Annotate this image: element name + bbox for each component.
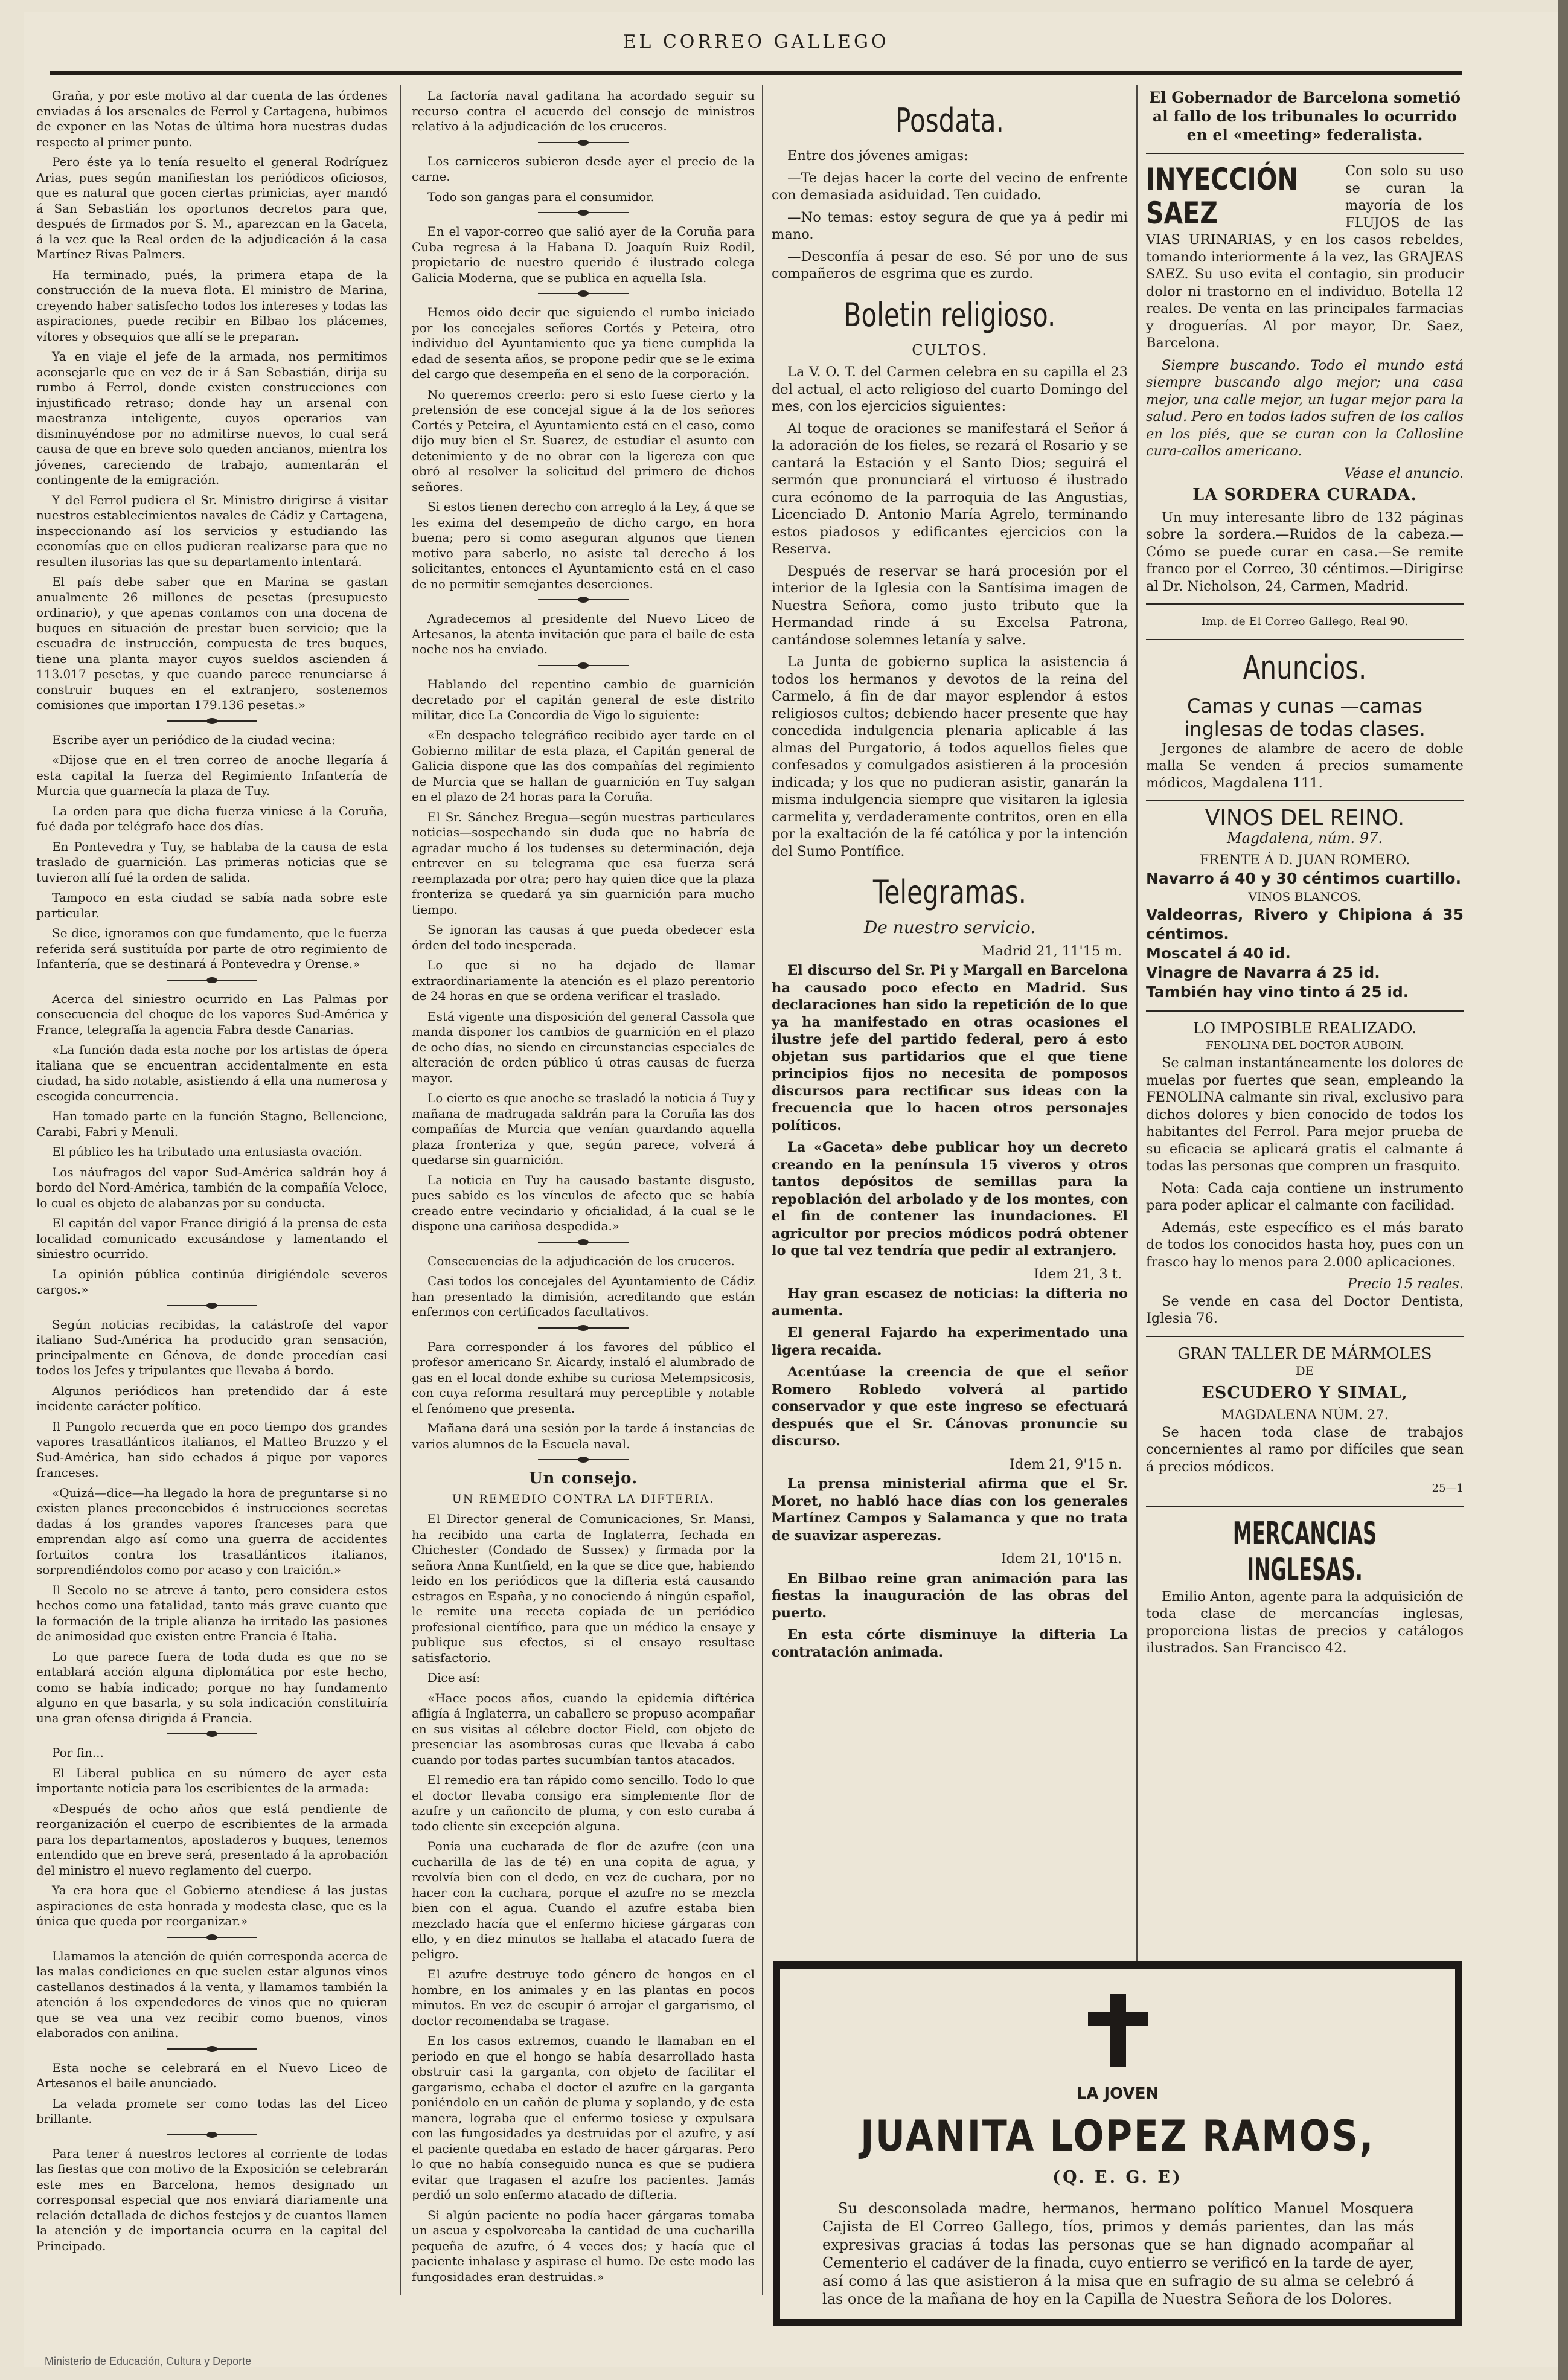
paragraph: En los casos extremos, cuando le llamaban en el periodo en que el hongo se había desarrollado hasta obstruir casi la garganta, con objeto de facilitar el gargarismo, echaba el doctor el azufre en la garganta poniéndolo en un cañón de pluma y soplando, y de esta manera, lograba que el enfermo tosiese y expulsara con las fungosidades ya destruidas por el azufre, y así el paciente quedaba en estado de hacer gárgaras. Pero lo que no había conseguido nunca es que se pudiera evitar que tragasen el azufre los pacientes. Jamás perdió un solo enfermo atacado de difteria. — [412, 2033, 755, 2202]
paragraph: Si algún paciente no podía hacer gárgaras tomaba un ascua y espolvoreaba la cantidad de una cucharilla pequeña de azufre, ó 4 veces dos; y hacía que el paciente inhalase y aspirase el humo. De este modo las fungosidades eran destruidas.» — [412, 2207, 755, 2284]
rule — [1146, 153, 1464, 154]
vino-line: Moscatel á 40 id. — [1146, 945, 1291, 962]
paragraph: La V. O. T. del Carmen celebra en su capilla el 23 del actual, el acto religioso del cuarto Domingo del mes, con los ejercicios siguientes: — [772, 364, 1128, 414]
rule — [1146, 603, 1464, 605]
vinos-frente: FRENTE Á D. JUAN ROMERO. — [1199, 852, 1410, 868]
paragraph: Hablando del repentino cambio de guarnición decretado por el capitán general de este distrito militar, dice La Concordia de Vigo lo siguiente: — [412, 676, 755, 722]
paragraph: Il Pungolo recuerda que en poco tiempo dos grandes vapores trasatlánticos italianos, el Matteo Bruzzo y el Sud-América, han sido echados á pique por vapores franceses. — [36, 1419, 388, 1480]
paragraph: El público les ha tributado una entusiasta ovación. — [52, 1144, 363, 1159]
imposible-venta: Se vende en casa del Doctor Dentista, Iglesia 76. — [1146, 1293, 1464, 1326]
paragraph: Al toque de oraciones se manifestará el Señor á la adoración de los fieles, se rezará el Rosario y se cantará la Estación y el Santo Dios; seguirá el sermón que pronunciará el virtuoso é ilustrado cura ecónomo de la parroquia de las Angustias, Licenciado D. Antonio María Agrelo, terminando estos piadosos y edificantes ejercicios con la Reserva. — [772, 420, 1128, 557]
obituary-name: JUANITA LOPEZ RAMOS, — [860, 2111, 1375, 2161]
paragraph: Según noticias recibidas, la catástrofe del vapor italiano Sud-América ha producido gran sensación, principalmente en Génova, de donde procedían casi todos los Jefes y tripulantes que llevaba á bordo. — [36, 1317, 388, 1378]
paragraph: Ponía una cucharada de flor de azufre (con una cucharilla de las de té) en una copita de agua, y revolvía bien con el dedo, en vez de cuchara, por no hacer con la cuchara, porque el azufre no se mezcla bien con el agua. Cuando el azufre estaba bien mezclado hacía que el enfermo hiciese gárgaras con ello, y en diez minutos se hallaba el atacado fuera de peligro. — [412, 1839, 755, 1961]
telegram-text: En Bilbao reine gran animación para las fiestas la inauguración de las obras del puerto. — [772, 1570, 1128, 1621]
boletin-subtitle: CULTOS. — [912, 341, 988, 359]
camas-text: Jergones de alambre de acero de doble malla Se venden á precios sumamente módicos, Magdalena 111. — [1146, 740, 1464, 791]
boletin-body — [772, 364, 1128, 860]
paragraph: En el vapor-correo que salió ayer de la Coruña para Cuba regresa á la Habana D. Joaquín Ruiz Rodil, propietario de nuestro querido é ilustrado colega Galicia Moderna, que se publica en aquella Isla. — [412, 224, 755, 285]
telegram-text: El general Fajardo ha experimentado una ligera recaida. — [772, 1325, 1128, 1358]
paragraph: En Pontevedra y Tuy, se hablaba de la causa de esta traslado de guarnición. Las primeras noticias que se tuvieron allí fué la orden de salida. — [36, 839, 388, 885]
paragraph: Para tener á nuestros lectores al corriente de todas las fiestas que con motivo de la Exposición se celebrarán este mes en Barcelona, hemos designado un corresponsal especial que nos enviará diariamente una relación detallada de dichos festejos y de cuantos llamen la atención y de importancia ocurra en la capital del Principado. — [36, 2146, 388, 2253]
paragraph: «Quizá—dice—ha llegado la hora de preguntarse si no existen planes preconcebidos é instrucciones secretas dadas á los grandes vapores franceses para que emprendan algo así como una guerra de accidentes fortuitos contra los trasatlánticos italianos, sorprendiéndolos como por acaso y con traición.» — [36, 1485, 388, 1577]
archive-credit: Ministerio de Educación, Cultura y Deporte — [45, 2355, 252, 2367]
rule — [1146, 639, 1464, 640]
mercancias-text: Emilio Anton, agente para la adquisición de toda clase de mercancías inglesas, proporciona listas de precios y catálogos ilustrados. San Francisco 42. — [1146, 1588, 1464, 1656]
cross-icon-bar — [1088, 2012, 1148, 2026]
rule — [1146, 800, 1464, 801]
paragraph: Ya era hora que el Gobierno atendiese á las justas aspiraciones de esta honrada y modesta clase, que es la única que queda por reorganizar.» — [36, 1883, 388, 1928]
column-3 — [772, 88, 1128, 1666]
marmoles-name: ESCUDERO Y SIMAL, — [1202, 1383, 1408, 1402]
consejo-body — [412, 1512, 755, 2285]
separator — [538, 142, 629, 147]
paragraph: Agradecemos al presidente del Nuevo Liceo de Artesanos, la atenta invitación que para el baile de esta noche nos ha enviado. — [412, 611, 755, 656]
paragraph: Lo cierto es que anoche se trasladó la noticia á Tuy y mañana de madrugada saldrán para la Coruña las dos compañías de Murcia que venían guardando aquella plaza fronteriza y que, según parece, volverá á quedarse sin guarnición. — [412, 1091, 755, 1167]
paragraph: Hemos oido decir que siguiendo el rumbo iniciado por los concejales señores Cortés y Peteira, otro individuo del Ayuntamiento que ya tiene cumplida la edad de sesenta años, se propone pedir que se le exima del cargo que desempeña en el seno de la corporación. — [412, 305, 755, 381]
vino-line: También hay vino tinto á 25 id. — [1146, 983, 1409, 1001]
column-2-news — [412, 88, 755, 1452]
paragraph: —Te dejas hacer la corte del vecino de enfrente con demasiada asiduidad. Ten cuidado. — [772, 170, 1128, 203]
precio: Precio 15 reales. — [1347, 1276, 1464, 1292]
separator — [538, 1459, 629, 1464]
paragraph: Se ignoran las causas á que pueda obedecer esta órden del todo inesperada. — [412, 922, 755, 952]
vinos-title: VINOS DEL REINO. — [1205, 806, 1405, 830]
paragraph: «Hace pocos años, cuando la epidemia diftérica afligía á Inglaterra, un caballero se propuso acompañar en sus visitas al célebre doctor Field, con objeto de presenciar las asombrosas curas que llevaba á cabo cuando por todas partes sucumbían tantos atacados. — [412, 1690, 755, 1767]
posdata-heading: Posdata. — [895, 101, 1004, 140]
telegramas-heading: Telegramas. — [872, 873, 1027, 911]
marmoles-title: GRAN TALLER DE MÁRMOLES — [1177, 1344, 1432, 1363]
column-4 — [1146, 88, 1464, 1662]
see-ad-note: Véase el anuncio. — [1344, 465, 1464, 481]
telegram-dateline: Idem 21, 10'15 n. — [1000, 1551, 1122, 1567]
paragraph: Consecuencias de la adjudicación de los cruceros. — [427, 1253, 735, 1268]
boletin-heading: Boletin religioso. — [843, 295, 1056, 334]
consejo-title: Un consejo. — [528, 1469, 638, 1487]
posdata-body — [772, 147, 1128, 283]
paragraph: Para corresponder á los favores del público el profesor americano Sr. Aicardy, instaló el alumbrado de gas en el local donde exhibe su curiosa Metempsicosis, con cuya reforma resultará muy perceptible y notable el fenómeno que presenta. — [412, 1339, 755, 1416]
paragraph: La orden para que dicha fuerza viniese á la Coruña, fué dada por telégrafo hace dos días. — [36, 803, 388, 833]
separator — [167, 2134, 257, 2139]
paragraph: Llamamos la atención de quién corresponda acerca de las malas condiciones en que suelen estar algunos vinos castellanos destinados á la venta, y llamamos también la atención á los expendedores de vinos que no quieran que se vea una vez recibir como buenos, vinos elaborados con anilina. — [36, 1948, 388, 2040]
paragraph: Se dice, ignoramos con que fundamento, que le fuerza referida será sustituída por parte de otro regimiento de Infantería, que se destinará á Pontevedra y Orense.» — [36, 926, 388, 971]
paragraph: El azufre destruye todo género de hongos en el hombre, en los animales y en las plantas en pocos minutos. En vez de escupir ó arrojar el gargarismo, el doctor recomendaba se tragase. — [412, 1967, 755, 2028]
inyeccion-saez-title: INYECCIÓN SAEZ — [1146, 162, 1298, 231]
column-2 — [412, 88, 755, 2289]
gobernador-headline: El Gobernador de Barcelona sometió al fallo de los tribunales lo ocurrido en el «meeting» federalista. — [1148, 89, 1461, 144]
marmoles-address: MAGDALENA NÚM. 27. — [1221, 1407, 1389, 1423]
separator — [538, 293, 629, 298]
vinos-blancos: VINOS BLANCOS. — [1248, 889, 1362, 904]
column-rule — [400, 85, 401, 2295]
imposible-text-2: Además, este específico es el más barato de todos los conocidos hasta hoy, pues con un frasco hay lo menos para 2.000 aplicaciones. — [1146, 1219, 1464, 1270]
paragraph: Después de reservar se hará procesión por el interior de la Iglesia con la Santísima imagen de Nuestra Señora, como justo tributo que la Hermandad rinde á su Excelsa Patrona, cantándose solemnes letanía y salve. — [772, 563, 1128, 648]
paragraph: Algunos periódicos han pretendido dar á este incidente carácter político. — [36, 1383, 388, 1413]
paragraph: Por fin... — [52, 1745, 104, 1760]
paragraph: Los carniceros subieron desde ayer el precio de la carne. — [412, 153, 755, 184]
paragraph: «Dijose que en el tren correo de anoche llegaría á esta capital la fuerza del Regimiento Infantería de Murcia que guarnecía la plaza de Tuy. — [36, 752, 388, 798]
separator — [167, 2048, 257, 2053]
paragraph: La noticia en Tuy ha causado bastante disgusto, pues sabido es los vínculos de afecto que se había creado entre vecindario y oficialidad, á la cual se le dispone una cariñosa despedida.» — [412, 1172, 755, 1233]
paragraph: Los náufragos del vapor Sud-América saldrán hoy á bordo del Nord-América, también de la compañía Veloce, lo cual es objeto de alabanzas por su conducta. — [36, 1164, 388, 1210]
marmoles-text: Se hacen toda clase de trabajos concernientes al ramo por difíciles que sean á precios módicos. — [1146, 1424, 1464, 1475]
telegram-text: La «Gaceta» debe publicar hoy un decreto creando en la península 15 viveros y otros tantos depósitos de semillas para la repoblación del arbolado y de los montes, con el fin de contener las inundaciones. El agricultor por precios módicos podrá obtener lo que tal vez tendría que pedir al extranjero. — [772, 1140, 1128, 1259]
paragraph: Graña, y por este motivo al dar cuenta de las órdenes enviadas á los arsenales de Ferrol y Cartagena, hubimos de exponer en las Notas de última hora nuestras dudas respecto al primer punto. — [36, 88, 388, 149]
paragraph: La velada promete ser como todas las del Liceo brillante. — [36, 2096, 388, 2126]
paragraph: El país debe saber que en Marina se gastan anualmente 26 millones de pesetas (presupuesto ordinario), y que apenas contamos con una docena de buques en situación de prestar buen servicio; que la escuadra de instrucción, compuesta de tres buques, tiene una planta mayor cuyos sueldos ascienden á 113.017 pesetas, y que cuando parece renunciarse á construir buques en el extranjero, sostenemos comisiones que importan 179.136 pesetas.» — [36, 574, 388, 712]
vinos-address: Magdalena, núm. 97. — [1227, 829, 1383, 847]
paragraph: El remedio era tan rápido como sencillo. Todo lo que el doctor llevaba consigo era simplemente flor de azufre y un cañoncito de pluma, y con esto curaba á todo cliente sin excepción alguna. — [412, 1772, 755, 1833]
anuncios-heading: Anuncios. — [1243, 648, 1367, 687]
mercancias-title: MERCANCIAS INGLESAS. — [1232, 1515, 1377, 1588]
paragraph: «En despacho telegráfico recibido ayer tarde en el Gobierno militar de esta plaza, el Capitán general de Galicia dispone que las dos compañías del regimiento de Murcia que se hallan de guarnición en Tuy salgan en el plazo de 24 horas para la Coruña. — [412, 728, 755, 804]
paragraph: Han tomado parte en la función Stagno, Bellencione, Carabi, Fabri y Menuli. — [36, 1109, 388, 1139]
paragraph: Ya en viaje el jefe de la armada, nos permitimos aconsejarle que en vez de ir á San Sebastián, dirija su rumbo á Ferrol, donde existen construcciones con injustificado retraso; donde hay un arsenal con maestranza inteligente, cuyos operarios van disminuyéndose por no admitirse nuevos, lo cual será causa de que en breve solo queden ancianos, mientra los jóvenes, careciendo de trabajo, aumentarán el contingente de la emigración. — [36, 349, 388, 487]
column-rule — [762, 85, 763, 2295]
paragraph: Casi todos los concejales del Ayuntamiento de Cádiz han presentado la dimisión, acreditando que están enfermos con certificados facultativos. — [412, 1274, 755, 1319]
telegram-dateline: Idem 21, 9'15 n. — [1010, 1456, 1122, 1472]
masthead-rule — [50, 71, 1462, 75]
paragraph: Lo que si no ha dejado de llamar extraordinariamente la atención es el plazo perentorio de 24 horas en que se ordena verificar el traslado. — [412, 958, 755, 1003]
separator — [167, 1733, 257, 1738]
paragraph: Lo que parece fuera de toda duda es que no se entablará acción alguna diplomática por este hecho, como se había indicado; porque no hay fundamento alguno en que basarla, y su sola indicación constituiría una gran ofensa dirigida á Francia. — [36, 1649, 388, 1725]
obituary-notice — [773, 1961, 1462, 2326]
paragraph: «La función dada esta noche por los artistas de ópera italiana que se encuentran accidentalmente en esta ciudad, ha sido notable, asistiendo á ella una numerosa y escogida concurrencia. — [36, 1042, 388, 1103]
marmoles-de: DE — [1295, 1364, 1314, 1378]
paragraph: Dice así: — [427, 1670, 481, 1685]
paragraph: Escribe ayer un periódico de la ciudad vecina: — [52, 732, 336, 747]
telegram-dateline: Madrid 21, 11'15 m. — [981, 943, 1122, 959]
separator — [538, 212, 629, 217]
paragraph: La Junta de gobierno suplica la asistencia á todos los hermanos y devotos de la reina del Carmelo, á fin de dar mayor esplendor á estos religiosos cultos; debiendo hacer presente que hay concedida indulgencia plenaria aplicable á las almas del Purgatorio, á todos aquellos fieles que confesados y comulgados asistieren á la procesión indicada; y los que no pudieran asistir, ganarán la misma indulgencia siempre que visitaren la iglesia carmelita y, verdaderamente contritos, oren en ella por la exaltación de la fé católica y por la intención del Sumo Pontífice. — [772, 654, 1128, 859]
paragraph: Entre dos jóvenes amigas: — [787, 148, 968, 164]
imposible-text: Se calman instantáneamente los dolores de muelas por fuertes que sean, empleando la FENOLINA calmante sin rival, exclusivo para dichos dolores y bien conocido de todos los habitantes del Ferrol. Para mejor prueba de su eficacia se aplicará gratis el calmante á todas las personas que compren un frasquito. — [1146, 1055, 1464, 1174]
paragraph: —No temas: estoy segura de que ya á pedir mi mano. — [772, 209, 1128, 242]
paragraph: —Desconfía á pesar de eso. Sé por uno de sus compañeros de esgrima que es zurdo. — [772, 248, 1128, 281]
rule — [1146, 1010, 1464, 1012]
imposible-title: LO IMPOSIBLE REALIZADO. — [1192, 1019, 1417, 1037]
column-1 — [36, 88, 388, 2259]
sordera-text: Un muy interesante libro de 132 páginas sobre la sordera.—Ruidos de la cabeza.—Cómo se puede curar en casa.—Se remite franco por el Correo, 30 céntimos.—Dirigirse al Dr. Nicholson, 24, Carmen, Madrid. — [1146, 509, 1464, 594]
separator — [167, 720, 257, 725]
telegramas-subtitle: De nuestro servicio. — [863, 917, 1036, 937]
telegram-dateline: Idem 21, 3 t. — [1034, 1266, 1122, 1282]
paragraph: «Después de ocho años que está pendiente de reorganización el cuerpo de escribientes de la armada para los departamentos, apostaderos y buques, tenemos entendido que en breve será, presentado á la aprobación del ministro el nuevo reglamento del cuerpo. — [36, 1801, 388, 1878]
telegram-text: El discurso del Sr. Pi y Margall en Barcelona ha causado poco efecto en Madrid. Sus declaraciones han sido la repetición de lo que ya ha manifestado en otras ocasiones el ilustre jefe del partido federal, pero á esto objetan sus partidarios que el que tiene principios fijos no necesita de pomposos discursos para rectificar sus ideas con la frecuencia que lo hacen otros personajes políticos. — [772, 963, 1128, 1134]
paragraph: Si estos tienen derecho con arreglo á la Ley, á que se les exima del desempeño de dicho cargo, en hora buena; pero si como aseguran algunos que tienen motivo para saberlo, no asiste tal derecho á los solicitantes, entonces el Ayuntamiento está en el caso de no permitir semejantes deserciones. — [412, 499, 755, 591]
fenolina-title: FENOLINA DEL DOCTOR AUBOIN. — [1206, 1039, 1404, 1052]
camas-title: Camas y cunas —camas inglesas de todas clases. — [1184, 694, 1426, 740]
paragraph: El Liberal publica en su número de ayer esta importante noticia para los escribientes de la armada: — [36, 1765, 388, 1795]
separator — [538, 1242, 629, 1246]
rule — [1146, 1506, 1464, 1507]
telegram-text: La prensa ministerial afirma que el Sr. Moret, no habló hace días con los generales Martínez Campos y Salamanca y que no trata de suavizar asperezas. — [772, 1476, 1128, 1544]
paragraph: Ha terminado, pués, la primera etapa de la construcción de la nueva flota. El ministro de Marina, creyendo haber satisfecho todos los intereses y todas las aspiraciones, puede recibir en Bilbao los plácemes, vítores y obsequios que allí se le preparan. — [36, 267, 388, 344]
obituary-rip: (Q. E. G. E) — [1052, 2168, 1183, 2187]
paragraph: Pero éste ya lo tenía resuelto el general Rodríguez Arias, pues según manifiestan los periódicos oficiosos, que es natural que gocen ciertas primicias, ayer mandó á San Sebastián los oportunos decretos para que, después de firmados por S. M., aparezcan en la Gaceta, á la vez que la Real orden de la adjudicación á la casa Martínez Rivas Palmers. — [36, 155, 388, 261]
obituary-label: LA JOVEN — [1076, 2085, 1159, 2103]
sordera-title: LA SORDERA CURADA. — [1192, 486, 1417, 504]
vinos-navarro: Navarro á 40 y 30 céntimos cuartillo. — [1146, 869, 1462, 887]
telegrams-body — [772, 943, 1128, 1661]
rule — [1146, 1336, 1464, 1337]
separator — [167, 980, 257, 984]
printer-imprint: Imp. de El Correo Gallego, Real 90. — [1201, 615, 1409, 628]
paragraph: Está vigente una disposición del general Cassola que manda disponer los cambios de guarnición en el plazo de ocho días, no siendo en circunstancias especiales de alteración de orden público ú otras causas de fuerza mayor. — [412, 1009, 755, 1085]
paragraph: Y del Ferrol pudiera el Sr. Ministro dirigirse á visitar nuestros establecimientos navales de Cádiz y Cartagena, inspeccionando así los servicios y estudiando las economías que en ellos pudieran realizarse para que no resulten ilusorias las que su departamento intentará. — [36, 492, 388, 569]
paragraph: La factoría naval gaditana ha acordado seguir su recurso contra el acuerdo del consejo de ministros relativo á la adjudicación de los cruceros. — [412, 88, 755, 133]
paragraph: Esta noche se celebrará en el Nuevo Liceo de Artesanos el baile anunciado. — [36, 2060, 388, 2090]
obituary-text: Su desconsolada madre, hermanos, hermano político Manuel Mosquera Cajista de El Correo Gallego, tíos, primos y demás parientes, dan las más expresivas gracias á todas las personas que se han dignado acompañar al Cementerio el cadáver de la finada, cuyo entierro se verificó en la tarde de ayer, así como á las que asistieron á la misa que en sufragio de su alma se celebró á las once de la mañana de hoy en la Capilla de Nuestra Señora de los Dolores. — [822, 2200, 1414, 2308]
paragraph: La opinión pública continúa dirigiéndole severos cargos.» — [36, 1266, 388, 1297]
paragraph: El Sr. Sánchez Bregua—según nuestras particulares noticias—sospechando sin duda que no habría de agradar mucho á los tudenses su determinación, deja entrever en su telegrama que esa fuerza será reemplazada por otra; pero hay quien dice que la plaza fronteriza se quedará ya sin guarnición para mucho tiempo. — [412, 809, 755, 917]
separator — [167, 1937, 257, 1942]
callosline-text: Siempre buscando. Todo el mundo está siempre buscando algo mejor; una casa mejor, una calle mejor, un lugar mejor para la salud. Pero en todos lados sufren de los callos en los piés, que se curan con la Callosline cura-callos americano. — [1146, 357, 1464, 459]
vinos-list — [1146, 905, 1464, 1002]
inyeccion-saez-text: Con solo su uso se curan la mayoría de los FLUJOS de las VIAS URINARIAS, y en los casos rebeldes, tomando interiormente á la vez, las GRAJEAS SAEZ. Su uso evita el contagio, sin producir dolor ni trastorno en el individuo. Botella 12 reales. De venta en las principales farmacias y droguerías. Al por mayor, Dr. Saez, Barcelona. — [1146, 163, 1464, 351]
telegram-text: Acentúase la creencia de que el señor Romero Robledo volverá al partido conservador y que este ingreso se efectuará después que el Sr. Cánovas pronuncie su discurso. — [772, 1364, 1128, 1449]
cross-icon — [1110, 1994, 1126, 2067]
vino-line: Valdeorras, Rivero y Chipiona á 35 céntimos. — [1146, 906, 1464, 943]
paragraph: El Director general de Comunicaciones, Sr. Mansi, ha recibido una carta de Inglaterra, fechada en Chichester (Condado de Sussex) y firmada por la señora Anna Kuntfield, en la que se dice que, habiendo leido en los periódicos que la difteria está causando estragos en España, y no conociendo á ningún español, le remite una receta copiada de un periódico profesional científico, para que un médico la ensaye y publique sus efectos, si el ensayo resultase satisfactorio. — [412, 1512, 755, 1665]
paragraph: Il Secolo no se atreve á tanto, pero considera estos hechos como una fatalidad, tanto más grave cuanto que la formación de la triple alianza ha irritado las pasiones de animosidad que existen entre Francia é Italia. — [36, 1582, 388, 1643]
separator — [167, 1305, 257, 1310]
masthead-title: EL CORREO GALLEGO — [622, 31, 889, 53]
separator — [538, 599, 629, 604]
telegram-text: Hay gran escasez de noticias: la difteria no aumenta. — [772, 1286, 1128, 1319]
binding-spine — [1558, 0, 1568, 2380]
paragraph: Todo son gangas para el consumidor. — [427, 189, 654, 204]
paragraph: Mañana dará una sesión por la tarde á instancias de varios alumnos de la Escuela naval. — [412, 1421, 755, 1451]
marmoles-number: 25—1 — [1432, 1482, 1464, 1495]
paragraph: El capitán del vapor France dirigió á la prensa de esta localidad comunicado excusándose y lamentando el siniestro ocurrido. — [36, 1216, 388, 1261]
separator — [538, 665, 629, 670]
vino-line: Vinagre de Navarra á 25 id. — [1146, 964, 1380, 981]
imposible-nota: Nota: Cada caja contiene un instrumento para poder aplicar el calmante con facilidad. — [1146, 1180, 1464, 1213]
separator — [538, 1327, 629, 1332]
consejo-subtitle: UN REMEDIO CONTRA LA DIFTERIA. — [452, 1492, 715, 1506]
telegram-text: En esta córte disminuye la difteria La contratación animada. — [772, 1627, 1128, 1660]
paragraph: Tampoco en esta ciudad se sabía nada sobre este particular. — [36, 890, 388, 920]
paragraph: No queremos creerlo: pero si esto fuese cierto y la pretensión de ese concejal sigue á la de los señores Cortés y Peteira, el Ayuntamiento está en el caso, como dijo muy bien el Sr. Suarez, de estudiar el asunto con detenimiento y de no obrar con la ligereza con que obró al resolver la solicitud del primero de dichos señores. — [412, 387, 755, 494]
paragraph: Acerca del siniestro ocurrido en Las Palmas por consecuencia del choque de los vapores Sud-América y France, telegrafía la agencia Fabra desde Canarias. — [36, 991, 388, 1037]
